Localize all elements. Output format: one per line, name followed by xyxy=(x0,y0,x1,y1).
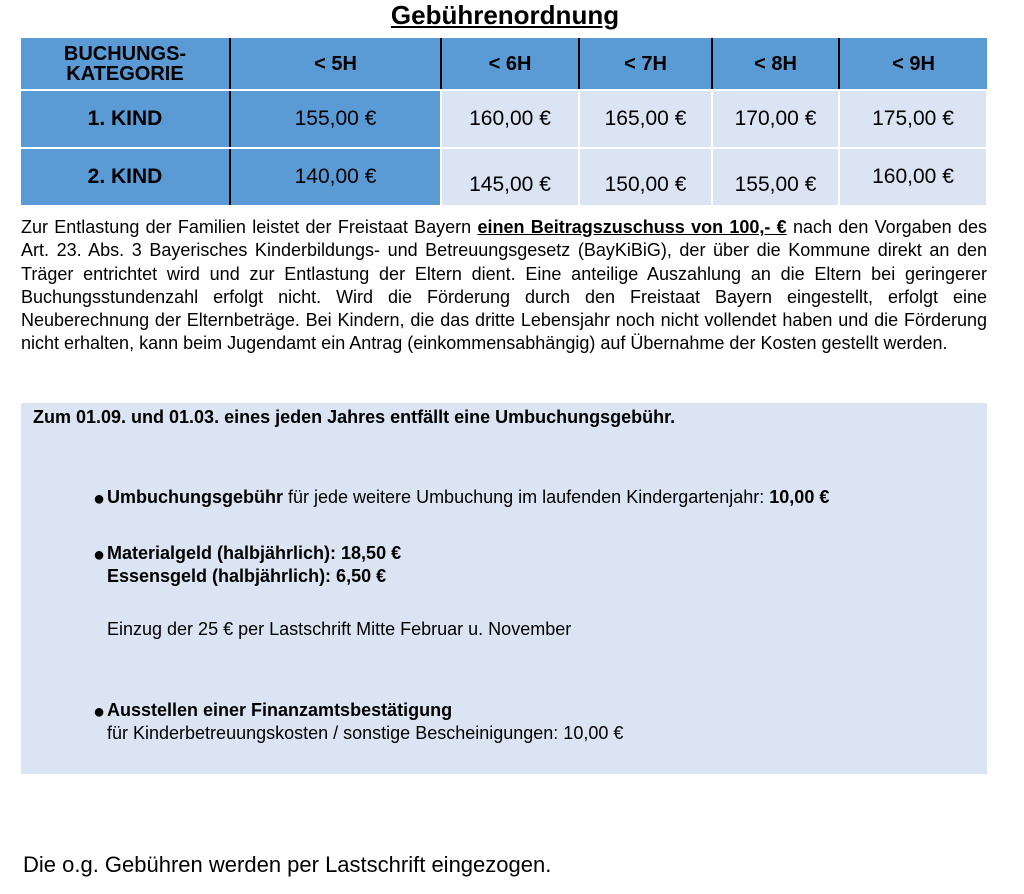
paragraph-text: nach den Vorgaben des Art. 23. Abs. 3 Bayerisches Kinderbildungs- und Betreuungsgesetz (BayKiBiG), der über die Kommune direkt an den Träger entrichtet wird und zur Entlastung der Eltern dient. Eine anteilige Auszahlung an die Eltern bei geringerer Buchungsstundenzahl erfolgt nicht. Wird die Förderung durch den Freistaat Bayern eingestellt, erfolgt eine Neuberechnung der Elternbeträge. Bei Kindern, die das dritte Lebensjahr noch nicht vollendet haben und die Förderung nicht erhalten, kann beim Jugendamt ein Antrag (einkommensabhängig) auf Übernahme der Kosten gestellt werden. xyxy=(21,217,987,354)
rebooking-fee-item xyxy=(107,485,829,509)
header-col-5h: < 5H xyxy=(230,38,441,90)
table-cell: 165,00 € xyxy=(579,90,712,148)
row-label: 1. KIND xyxy=(21,90,230,148)
row-label: 2. KIND xyxy=(21,148,230,206)
table-cell: 145,00 € xyxy=(441,148,579,206)
subsidy-paragraph xyxy=(21,216,987,356)
tax-certificate-text: für Kinderbetreuungskosten / sonstige Bescheinigungen: 10,00 € xyxy=(107,723,624,743)
table-cell: 160,00 € xyxy=(441,90,579,148)
header-category: BUCHUNGS- KATEGORIE xyxy=(21,38,230,90)
subsidy-emphasis: einen Beitragszuschuss von 100,- € xyxy=(477,217,787,237)
rebooking-fee-label: Umbuchungsgebühr xyxy=(107,487,283,507)
table-header-row xyxy=(21,38,987,90)
tax-certificate-title: Ausstellen einer Finanzamtsbestätigung xyxy=(107,700,453,720)
rebooking-fee-text: für jede weitere Umbuchung im laufenden Kindergartenjahr: xyxy=(283,487,770,507)
header-col-8h: < 8H xyxy=(712,38,839,90)
table-cell: 160,00 € xyxy=(839,148,987,206)
table-cell: 155,00 € xyxy=(712,148,839,206)
rebooking-fee-amount: 10,00 € xyxy=(769,487,830,507)
material-fee: Materialgeld (halbjährlich): 18,50 € xyxy=(107,543,402,563)
table-row xyxy=(21,90,987,148)
footer-note: Die o.g. Gebühren werden per Lastschrift eingezogen. xyxy=(23,852,552,877)
table-cell: 140,00 € xyxy=(230,148,441,206)
header-col-6h: < 6H xyxy=(441,38,579,90)
table-cell: 155,00 € xyxy=(230,90,441,148)
bullet-icon: ● xyxy=(93,488,106,510)
page-title: Gebührenordnung xyxy=(390,0,620,30)
bullet-icon: ● xyxy=(93,701,106,723)
table-cell: 175,00 € xyxy=(839,90,987,148)
table-cell: 170,00 € xyxy=(712,90,839,148)
header-col-9h: < 9H xyxy=(839,38,987,90)
bullet-icon: ● xyxy=(93,544,106,566)
table-row xyxy=(21,148,987,206)
fee-table xyxy=(21,38,988,207)
box-heading: Zum 01.09. und 01.03. eines jeden Jahres entfällt eine Umbuchungsgebühr. xyxy=(33,407,676,427)
table-cell: 150,00 € xyxy=(579,148,712,206)
collection-note: Einzug der 25 € per Lastschrift Mitte Februar u. November xyxy=(107,619,572,639)
paragraph-text: Zur Entlastung der Familien leistet der Freistaat Bayern xyxy=(21,217,478,237)
fees-info-box xyxy=(21,403,987,774)
meal-fee: Essensgeld (halbjährlich): 6,50 € xyxy=(107,566,387,586)
header-col-7h: < 7H xyxy=(579,38,712,90)
